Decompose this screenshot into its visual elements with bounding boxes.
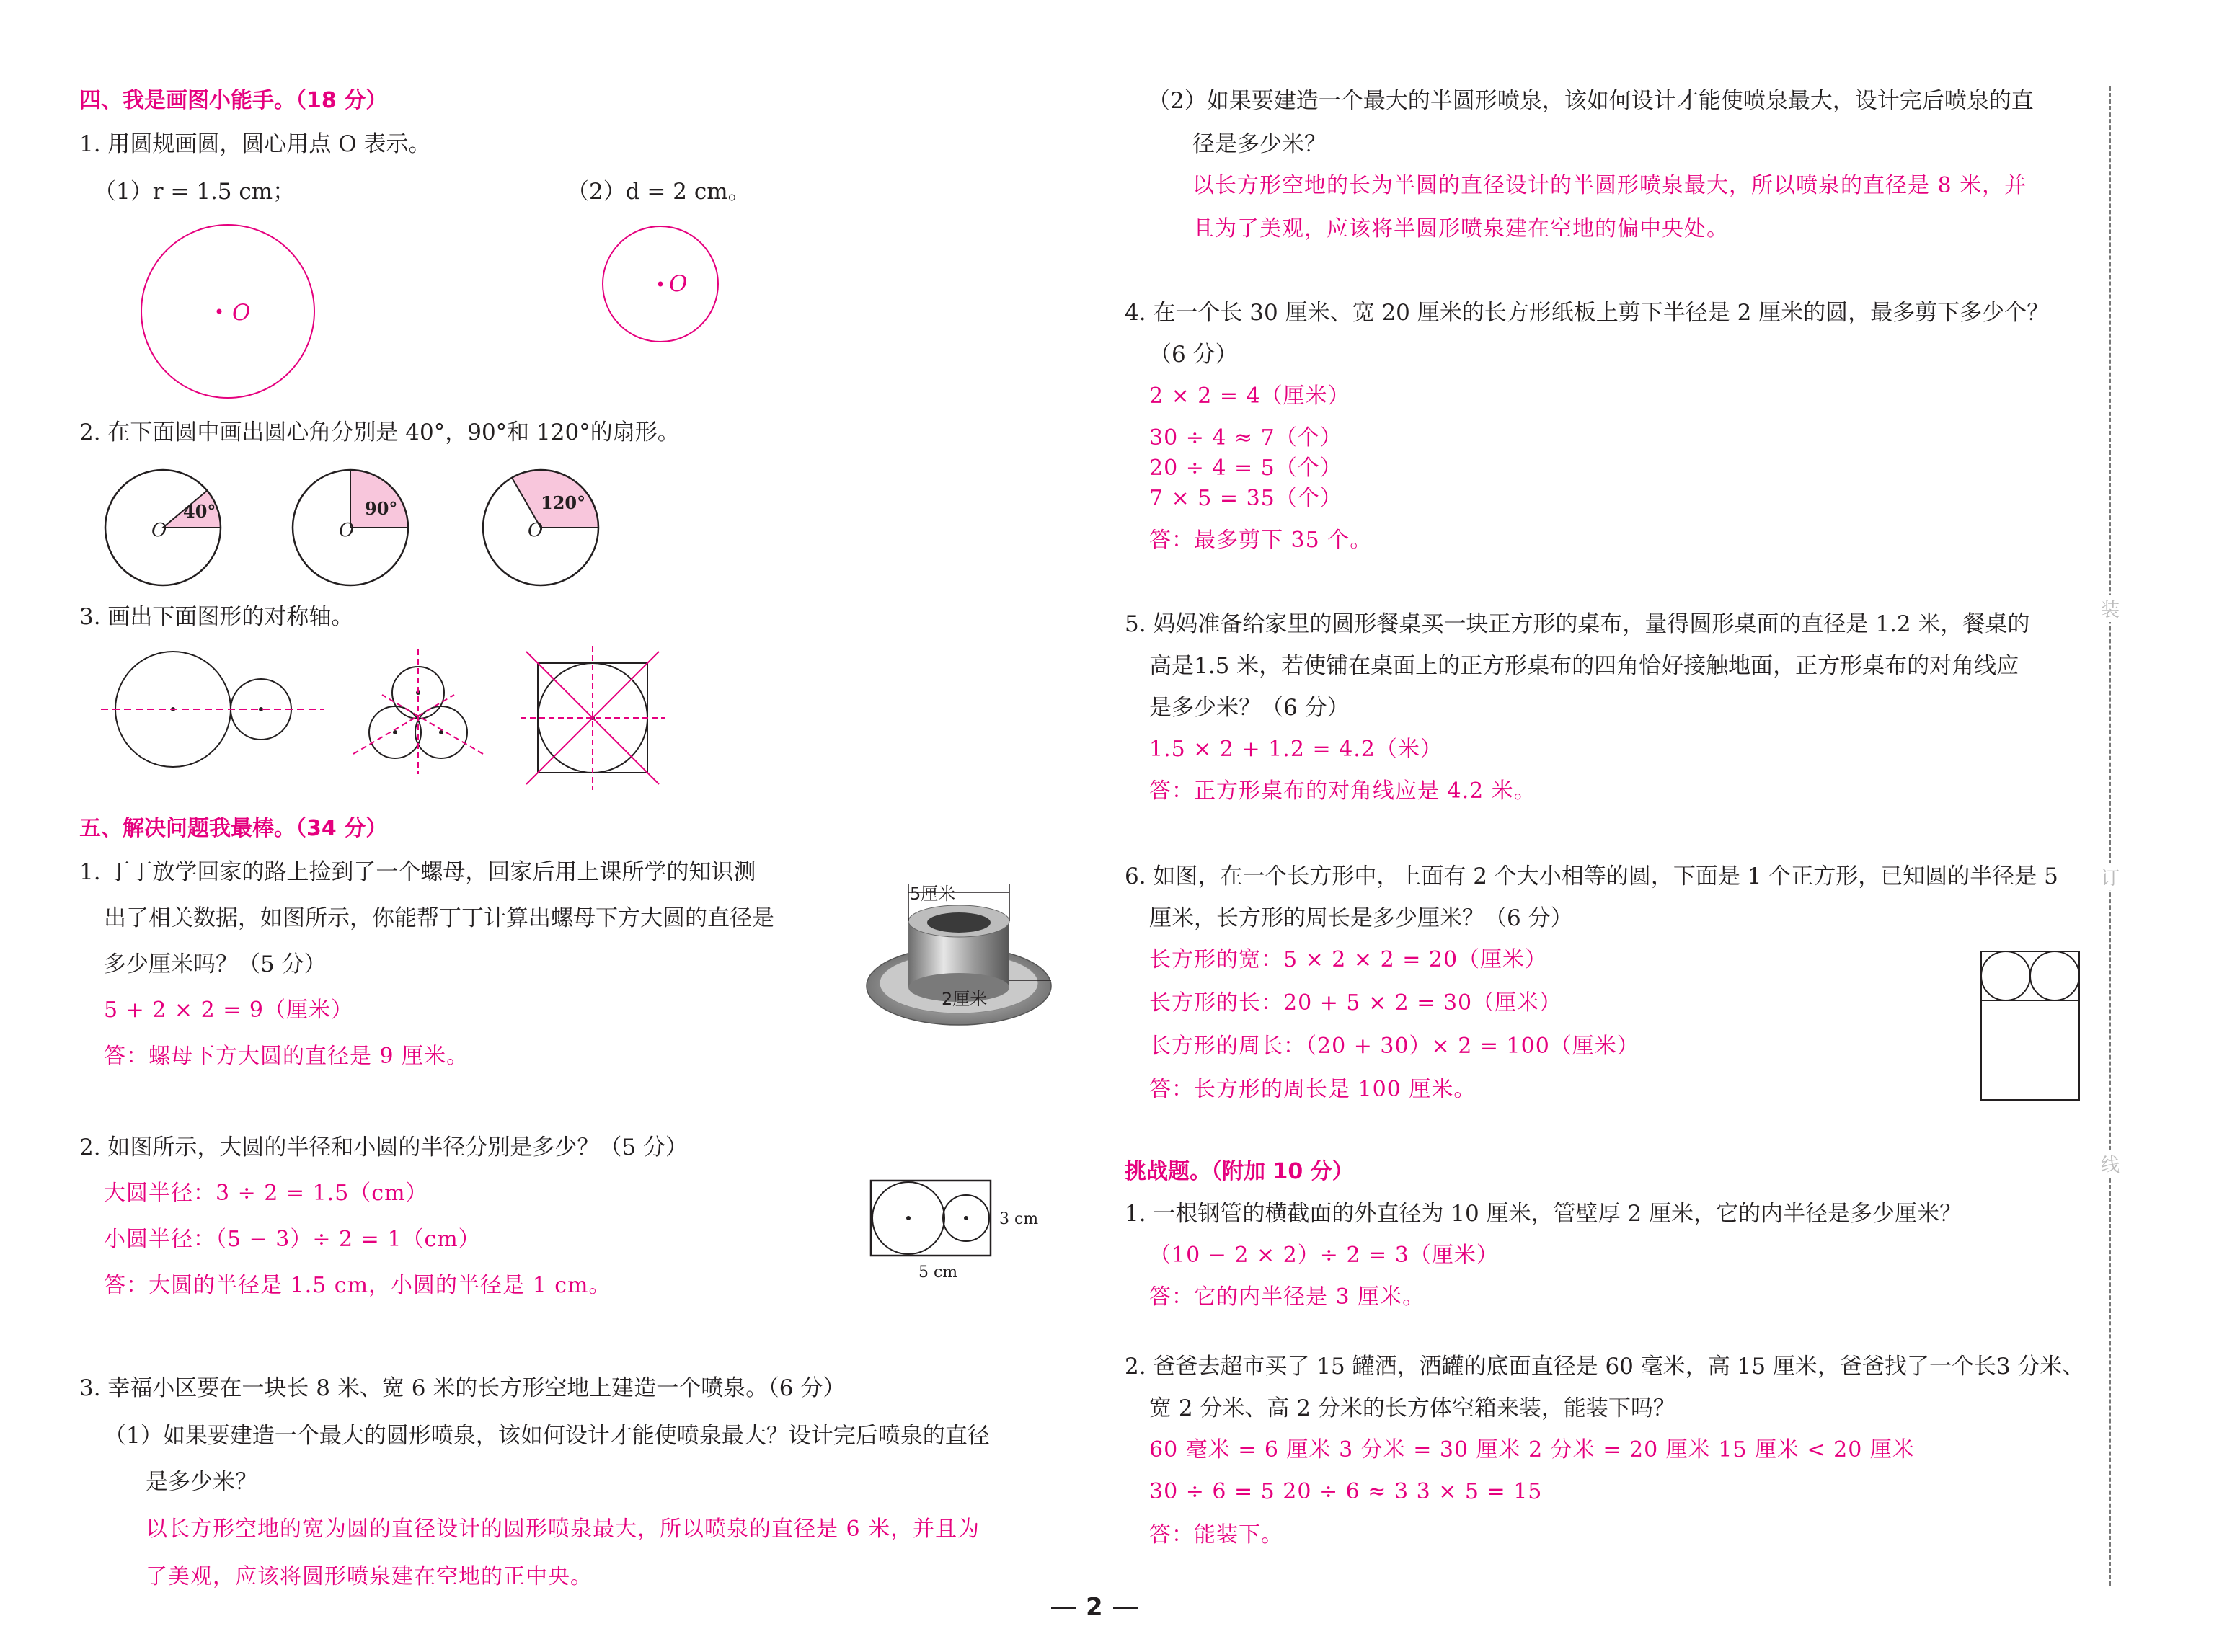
angle-label-90: 90° — [365, 498, 398, 519]
answer-5-3-1-line2: 了美观，应该将圆形喷泉建在空地的正中央。 — [146, 1564, 593, 1589]
question-5-6-line2: 厘米，长方形的周长是多少厘米？（6 分） — [1149, 905, 1573, 931]
challenge-2-line1: 2. 爸爸去超市买了 15 罐酒，酒罐的底面直径是 60 毫米，高 15 厘米，爸爸找了一个长3 分米、 — [1125, 1354, 2085, 1380]
question-5-3: 3. 幸福小区要在一块长 8 米、宽 6 米的长方形空地上建造一个喷泉。（6 分） — [79, 1375, 846, 1401]
binding-char-2: 订 — [2098, 863, 2122, 890]
answer-5-1-calc: 5 + 2 × 2 = 9（厘米） — [104, 998, 353, 1023]
angle-label-40: 40° — [183, 501, 216, 522]
nut-top-label: 5厘米 — [910, 884, 956, 904]
answer-5-6-text: 答：长方形的周长是 100 厘米。 — [1149, 1077, 1476, 1102]
answer-5-4-text: 答：最多剪下 35 个。 — [1149, 528, 1373, 553]
question-5-5-line1: 5. 妈妈准备给家里的圆形餐桌买一块正方形的桌布，量得圆形桌面的直径是 1.2 米，餐桌的 — [1125, 611, 2030, 637]
answer-5-6-length: 长方形的长：20 + 5 × 2 = 30（厘米） — [1149, 990, 1562, 1016]
answer-5-5-calc: 1.5 × 2 + 1.2 = 4.2（米） — [1149, 737, 1443, 762]
question-5-6-line1: 6. 如图，在一个长方形中，上面有 2 个大小相等的圆，下面是 1 个正方形，已知圆的半径是 5 — [1125, 863, 2058, 889]
answer-5-2-small: 小圆半径：（5 − 3）÷ 2 = 1（cm） — [104, 1227, 481, 1252]
question-5-4-line2: （6 分） — [1149, 342, 1238, 368]
challenge-2-calc: 30 ÷ 6 = 5 20 ÷ 6 ≈ 3 3 × 5 = 15 — [1149, 1479, 1543, 1504]
square-circle-axis-figure — [521, 646, 665, 790]
answer-5-3-2-line2: 且为了美观，应该将半圆形喷泉建在空地的偏中央处。 — [1192, 216, 1729, 241]
question-5-2: 2. 如图所示，大圆的半径和小圆的半径分别是多少？（5 分） — [79, 1134, 689, 1160]
page-number-value: 2 — [1086, 1593, 1103, 1622]
vertex-label-1: O — [151, 520, 167, 541]
answer-5-4-3: 20 ÷ 4 = 5（个） — [1149, 456, 1342, 481]
answer-5-6-width: 长方形的宽：5 × 2 × 2 = 20（厘米） — [1149, 947, 1548, 972]
question-5-4-line1: 4. 在一个长 30 厘米、宽 20 厘米的长方形纸板上剪下半径是 2 厘米的圆，最多剪下多少个？ — [1125, 300, 2050, 326]
nut-side-label: 2厘米 — [942, 989, 988, 1009]
section-4-title: 四、我是画图小能手。（18 分） — [79, 88, 388, 113]
challenge-1-text: 答：它的内半径是 3 厘米。 — [1149, 1284, 1425, 1310]
question-4-1a: （1）r = 1.5 cm； — [94, 179, 296, 205]
challenge-title: 挑战题。（附加 10 分） — [1125, 1159, 1354, 1184]
question-5-5-line3: 是多少米？（6 分） — [1149, 695, 1350, 721]
challenge-1-calc: （10 − 2 × 2）÷ 2 = 3（厘米） — [1149, 1243, 1499, 1268]
question-4-1: 1. 用圆规画圆，圆心用点 O 表示。 — [79, 131, 431, 157]
answer-5-3-1-line1: 以长方形空地的宽为圆的直径设计的圆形喷泉最大，所以喷泉的直径是 6 米，并且为 — [146, 1516, 980, 1542]
question-5-3-1-line1: （1）如果要建造一个最大的圆形喷泉，该如何设计才能使喷泉最大？设计完后喷泉的直径 — [104, 1423, 990, 1449]
question-4-2: 2. 在下面圆中画出圆心角分别是 40°，90°和 120°的扇形。 — [79, 419, 680, 445]
challenge-1: 1. 一根钢管的横截面的外直径为 10 厘米，管壁厚 2 厘米，它的内半径是多少厘米？ — [1125, 1201, 1962, 1227]
two-circles-axis-figure — [101, 646, 324, 773]
three-circles-axis-figure — [346, 646, 490, 776]
question-4-1b: （2）d = 2 cm。 — [567, 179, 751, 205]
question-5-1-line2: 出了相关数据，如图所示，你能帮丁丁计算出螺母下方大圆的直径是 — [104, 905, 774, 931]
center-label-o2: O — [669, 271, 688, 297]
challenge-2-line2: 宽 2 分米、高 2 分米的长方体空箱来装，能装下吗？ — [1149, 1395, 1675, 1421]
fig-5cm-label: 5 cm — [918, 1264, 958, 1282]
circle-r-figure — [140, 223, 320, 404]
vertex-label-2: O — [339, 520, 355, 541]
binding-dashed-line — [2109, 86, 2111, 1586]
question-5-3-2-line2: 径是多少米？ — [1192, 131, 1327, 157]
question-5-1-line1: 1. 丁丁放学回家的路上捡到了一个螺母，回家后用上课所学的知识测 — [79, 859, 756, 885]
vertex-label-3: O — [528, 520, 544, 541]
page-number — [1041, 1593, 1148, 1622]
question-5-3-2-line1: （2）如果要建造一个最大的半圆形喷泉，该如何设计才能使喷泉最大，设计完后喷泉的直 — [1148, 88, 2034, 114]
binding-char-3: 线 — [2098, 1150, 2122, 1177]
angle-label-120: 120° — [541, 492, 586, 513]
answer-5-5-text: 答：正方形桌布的对角线应是 4.2 米。 — [1149, 778, 1536, 804]
answer-5-4-2: 30 ÷ 4 ≈ 7（个） — [1149, 425, 1342, 450]
question-5-1-line3: 多少厘米吗？（5 分） — [104, 951, 327, 977]
question-4-3: 3. 画出下面图形的对称轴。 — [79, 604, 354, 630]
fig-3cm-label: 3 cm — [999, 1210, 1039, 1228]
answer-5-3-2-line1: 以长方形空地的长为半圆的直径设计的半圆形喷泉最大，所以喷泉的直径是 8 米，并 — [1192, 173, 2027, 198]
rect-two-circles-figure — [869, 1179, 992, 1257]
answer-5-4-1: 2 × 2 = 4（厘米） — [1149, 383, 1350, 409]
answer-5-2-big: 大圆半径：3 ÷ 2 = 1.5（cm） — [104, 1181, 428, 1206]
binding-char-1: 装 — [2098, 595, 2122, 622]
section-5-title: 五、解决问题我最棒。（34 分） — [79, 816, 388, 841]
question-5-5-line2: 高是1.5 米，若使铺在桌面上的正方形桌布的四角恰好接触地面，正方形桌布的对角线应 — [1149, 653, 2019, 679]
question-5-3-1-line2: 是多少米？ — [146, 1469, 257, 1495]
challenge-2-text: 答：能装下。 — [1149, 1522, 1283, 1547]
answer-5-2-text: 答：大圆的半径是 1.5 cm，小圆的半径是 1 cm。 — [104, 1273, 611, 1298]
challenge-2-units: 60 毫米 = 6 厘米 3 分米 = 30 厘米 2 分米 = 20 厘米 15 厘米 < 20 厘米 — [1149, 1437, 1915, 1462]
center-label-o1: O — [232, 300, 251, 326]
circle-d-figure — [603, 226, 721, 345]
answer-5-6-perimeter: 长方形的周长：（20 + 30）× 2 = 100（厘米） — [1149, 1034, 1639, 1059]
answer-5-4-4: 7 × 5 = 35（个） — [1149, 486, 1342, 511]
rect-circles-square-figure — [1980, 950, 2081, 1101]
answer-5-1-text: 答：螺母下方大圆的直径是 9 厘米。 — [104, 1044, 469, 1069]
